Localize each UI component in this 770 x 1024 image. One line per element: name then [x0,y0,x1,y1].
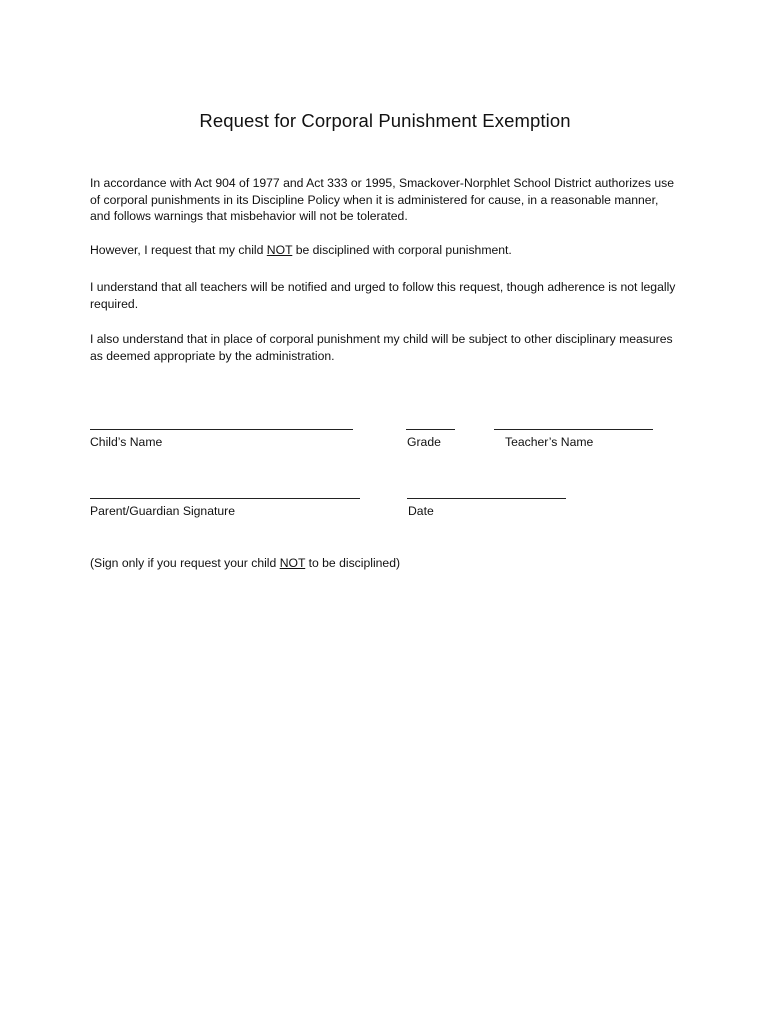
paragraph-request [90,242,680,259]
signing-note [90,555,400,571]
note-text-end: to be disciplined) [305,556,401,570]
request-text-start: However, I request that my child [90,243,267,257]
note-text-start: (Sign only if you request your child [90,556,280,570]
paragraph-policy: In accordance with Act 904 of 1977 and Act 333 or 1995, Smackover-Norphlet School District authorizes use of corporal punishments in its Discipline Policy when it is administered for cause, in a reasonable manner, and follows warnings that misbehavior will not be tolerated. [90,176,674,223]
grade-label: Grade [407,435,441,449]
grade-line[interactable] [406,429,455,430]
date-label: Date [408,504,434,518]
paragraph-other-measures: I also understand that in place of corporal punishment my child will be subject to other disciplinary measures as deemed appropriate by the administration. [90,332,673,363]
teachers-name-label: Teacher’s Name [505,435,594,449]
childs-name-line[interactable] [90,429,353,430]
childs-name-label: Child’s Name [90,435,163,449]
paragraph-teachers-notified: I understand that all teachers will be notified and urged to follow this request, though adherence is not legally required. [90,280,676,311]
date-line[interactable] [407,498,566,499]
request-text-end: be disciplined with corporal punishment. [292,243,512,257]
signature-label: Parent/Guardian Signature [90,504,235,518]
document-title: Request for Corporal Punishment Exemption [199,110,571,131]
note-emphasis-not: NOT [279,556,306,570]
signature-line[interactable] [90,498,360,499]
teachers-name-line[interactable] [494,429,653,430]
request-emphasis-not: NOT [266,243,293,257]
